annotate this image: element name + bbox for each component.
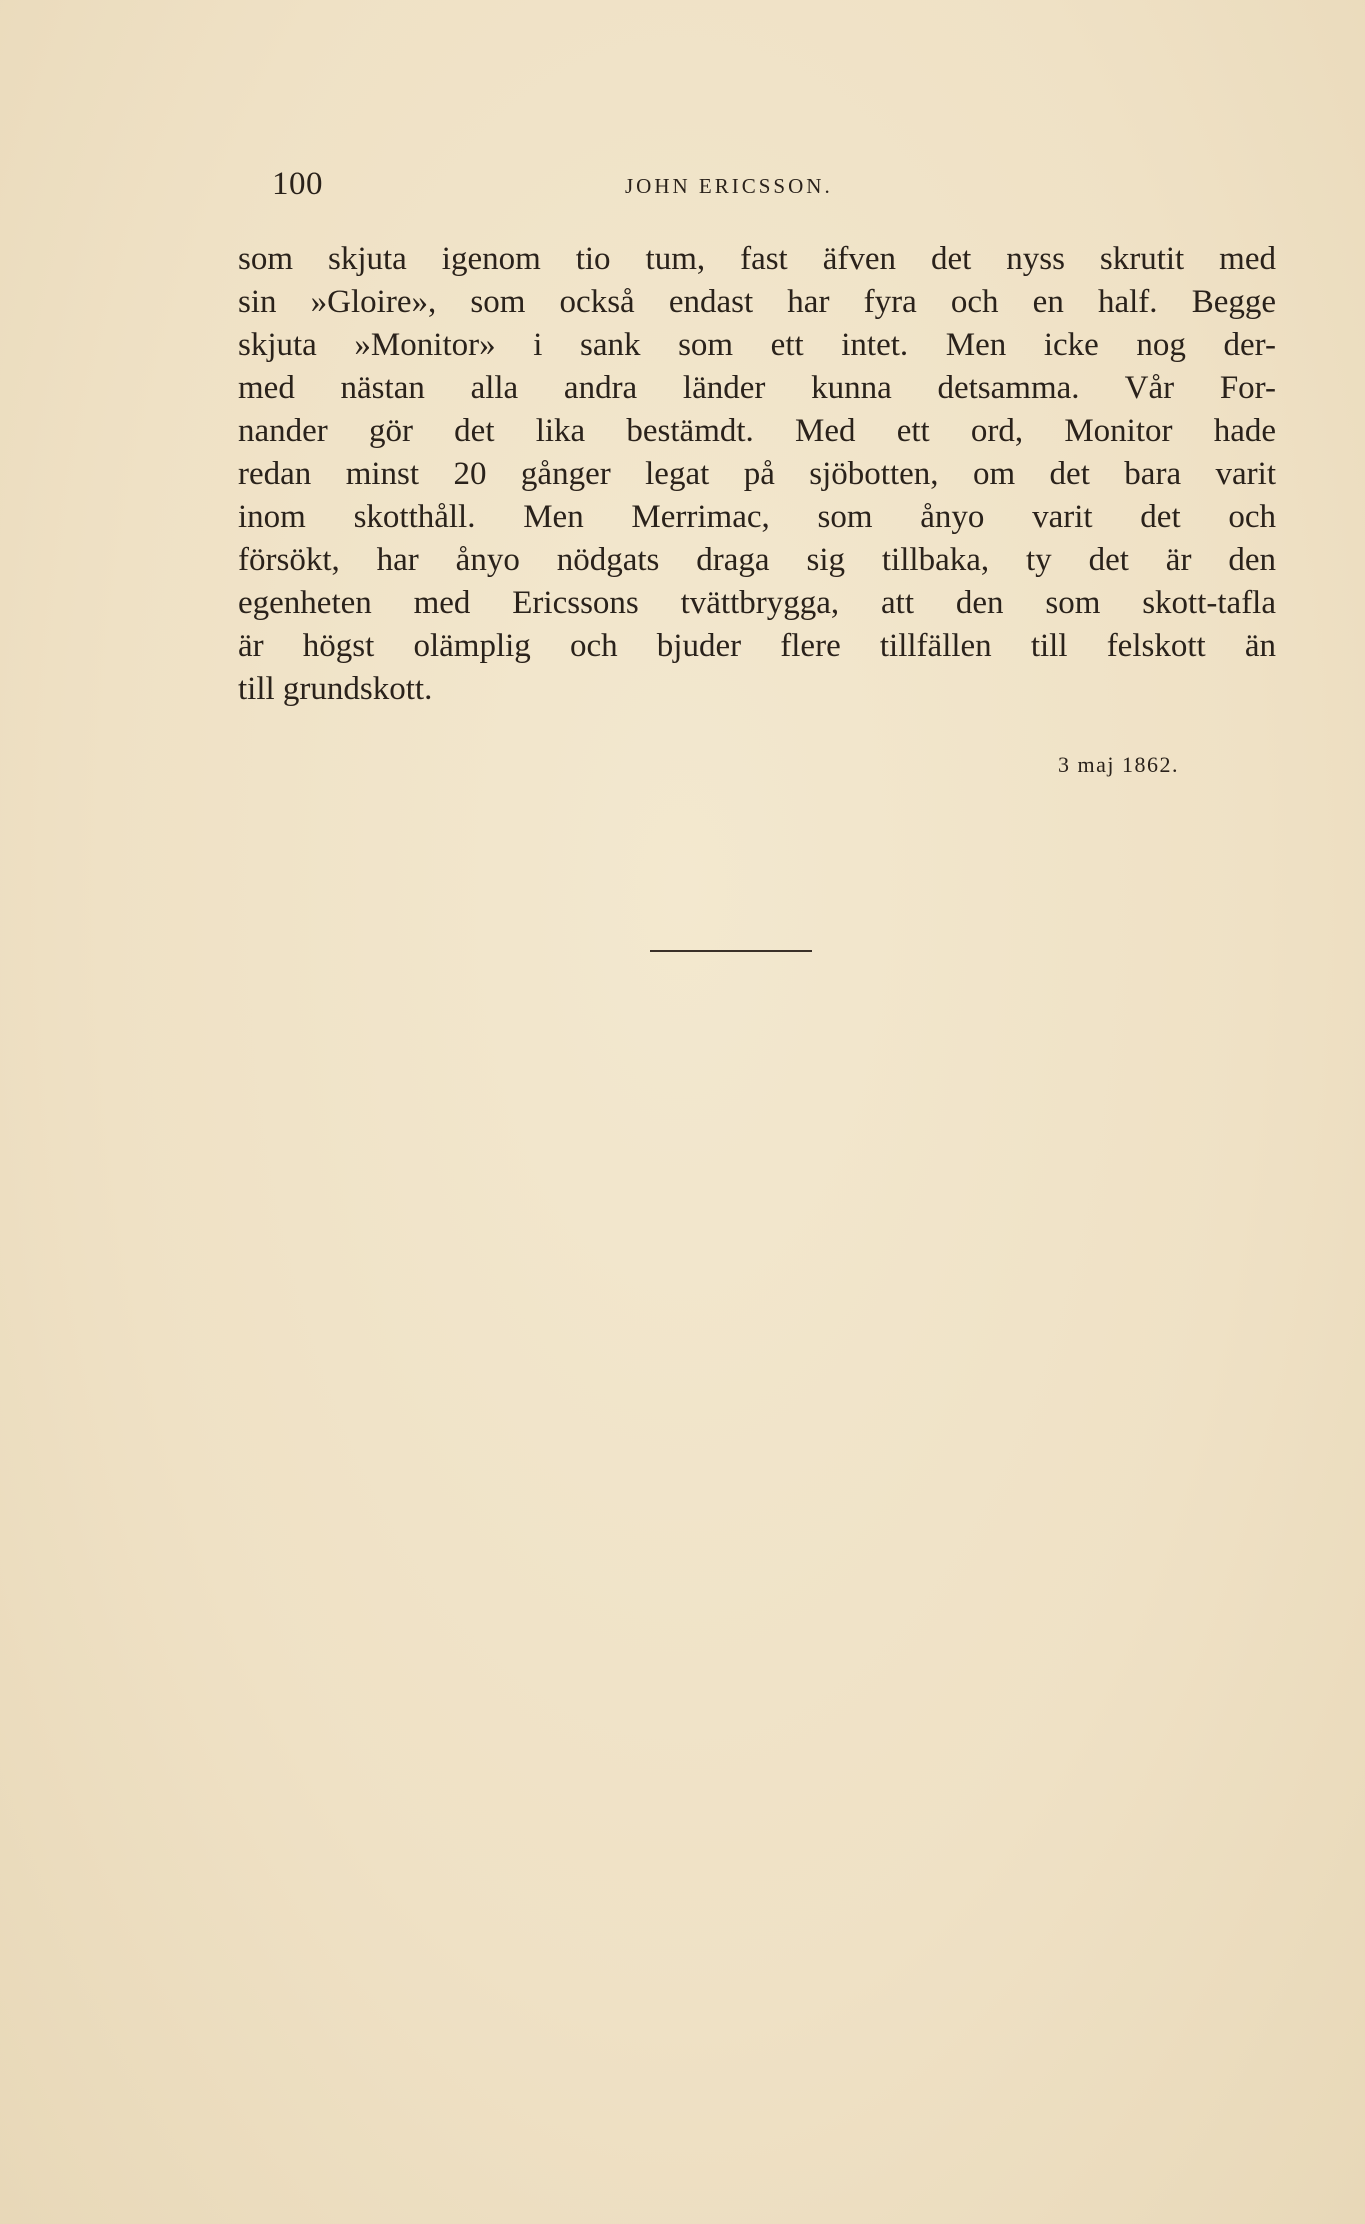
- text-line: skjuta »Monitor» i sank som ett intet. Men icke nog der-: [238, 327, 1276, 363]
- text-line: egenheten med Ericssons tvättbrygga, att den som skott-tafla: [238, 585, 1276, 621]
- text-line: inom skotthåll. Men Merrimac, som ånyo varit det och: [238, 499, 1276, 535]
- text-line: nander gör det lika bestämdt. Med ett ord, Monitor hade: [238, 413, 1276, 449]
- section-divider: [650, 950, 812, 952]
- running-head: JOHN ERICSSON.: [625, 174, 833, 198]
- dateline: 3 maj 1862.: [1058, 752, 1179, 777]
- body-paragraph: [238, 238, 1276, 711]
- page-header: [272, 166, 1108, 210]
- text-line: till grundskott.: [238, 671, 433, 707]
- page-number: 100: [272, 166, 323, 202]
- text-line: som skjuta igenom tio tum, fast äfven det nyss skrutit med: [238, 241, 1276, 277]
- text-line: med nästan alla andra länder kunna detsamma. Vår For-: [238, 370, 1276, 406]
- text-line: är högst olämplig och bjuder flere tillfällen till felskott än: [238, 628, 1276, 664]
- text-line: sin »Gloire», som också endast har fyra och en half. Begge: [238, 284, 1276, 320]
- text-line: redan minst 20 gånger legat på sjöbotten, om det bara varit: [238, 456, 1276, 492]
- text-line: försökt, har ånyo nödgats draga sig tillbaka, ty det är den: [238, 542, 1276, 578]
